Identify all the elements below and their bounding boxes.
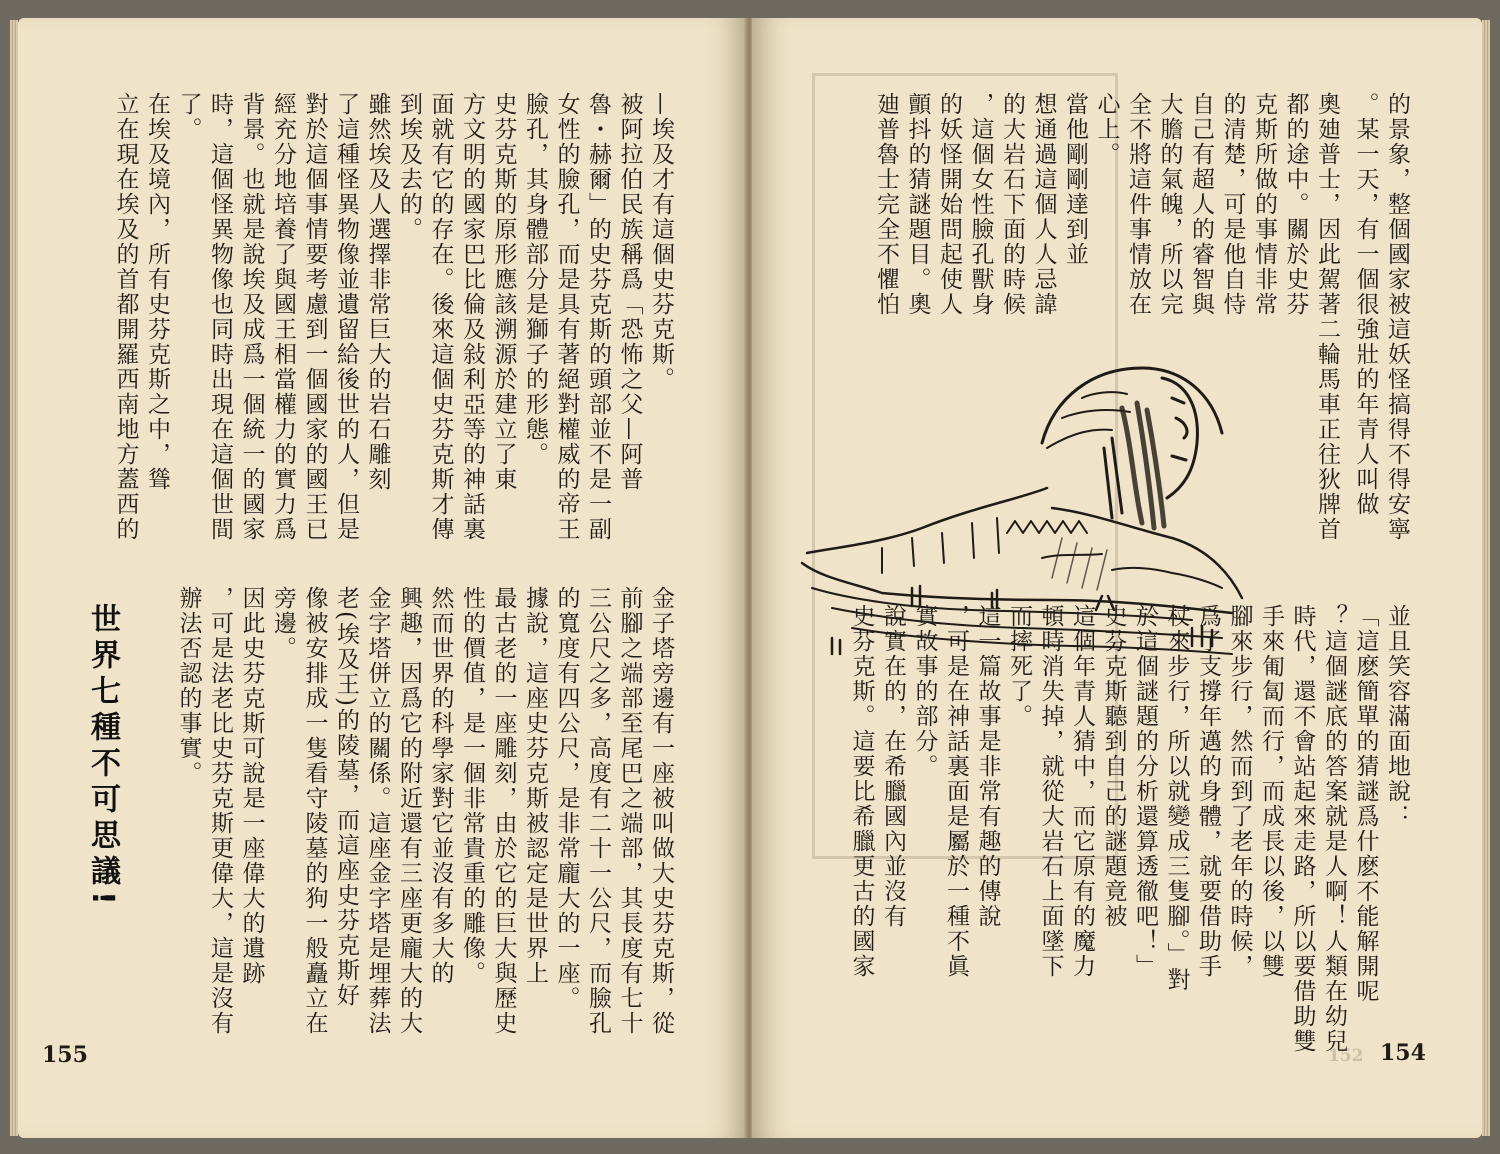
text-column: —埃及才有這個史芬克斯。: [648, 92, 674, 392]
text-column: 克斯所做的事情非常: [1251, 92, 1277, 317]
text-column: 的景象，整個國家被這妖怪搞得不得安寧: [1384, 92, 1410, 542]
page-number-left: 155: [42, 1042, 88, 1068]
text-column: ，這個女性臉孔獸身: [967, 92, 994, 317]
text-column: 旁邊。: [270, 586, 296, 661]
section-heading: 世界七種不可思議!: [85, 603, 120, 911]
text-column: 當他剛剛達到並: [1062, 92, 1088, 267]
text-column: 心上。: [1093, 92, 1120, 167]
text-column: 對於這個事情要考慮到一個國家的國王已: [301, 92, 328, 542]
text-column: 的寬度有四公尺，是非常龐大的一座。: [553, 586, 580, 1011]
page-edge-right: [1482, 20, 1490, 1136]
text-column: 的大岩石下面的時候: [999, 92, 1025, 317]
text-column: 腳來步行，然而到了老年的時候，: [1226, 604, 1253, 979]
text-column: 。某一天，有一個很強壯的年青人叫做: [1352, 92, 1379, 517]
text-column: 的妖怪開始問起使人: [936, 92, 962, 317]
text-column: ，可是在神話裏面是屬於一種不眞: [943, 604, 969, 979]
text-column: 被阿拉伯民族稱爲「恐怖之父—阿普: [616, 92, 643, 492]
text-column: 而摔死了。: [1006, 604, 1032, 729]
text-column: 在埃及境內，所有史芬克斯之中，聳: [144, 92, 170, 492]
text-column: 全不將這件事情放在: [1125, 92, 1151, 317]
left-page: [18, 18, 746, 1138]
text-column: 「這麽簡單的猜謎爲什麽不能解開呢: [1352, 604, 1379, 1004]
right-page-top-text: [1342, 92, 1412, 572]
text-column: ？這個謎底的答案就是人啊！人類在幼兒: [1321, 604, 1347, 1054]
text-column: 金字塔併立的關係。這座金字塔是埋葬法: [364, 586, 391, 1036]
text-column: 史芬克斯。這要比希臘更古的國家: [848, 604, 875, 979]
text-column: ，可是法老比史芬克斯更偉大，這是沒有: [207, 586, 233, 1036]
text-column: 的清楚，可是他自恃: [1219, 92, 1246, 317]
text-column: 最古老的一座雕刻，由於它的巨大與歷史: [490, 586, 517, 1036]
text-column: 女性的臉孔，而是具有著絕對權威的帝王: [553, 92, 580, 542]
text-column: 說實在的，在希臘國內並沒有: [880, 604, 906, 929]
text-column: 背景。也就是說埃及成爲一個統一的國家: [238, 92, 265, 542]
page-number-right: 154: [1380, 1040, 1426, 1066]
text-column: 實故事的部分。: [911, 604, 938, 779]
text-column: 經充分地培養了與國王相當權力的實力爲: [270, 92, 296, 542]
text-column: 方文明的國家巴比倫及敍利亞等的神話裏: [459, 92, 485, 542]
text-column: 爲了支撐年邁的身體，就要借助手: [1195, 604, 1221, 979]
right-page-lower-text: [782, 604, 1412, 1064]
text-column: 性的價值，是一個非常貴重的雕像。: [459, 586, 485, 986]
text-column: 到埃及去的。: [396, 92, 422, 242]
left-page-upper-text: [66, 92, 676, 572]
left-page-lower-text: [156, 586, 676, 1066]
text-column: 於這個謎題的分析還算透徹吧！」: [1132, 604, 1158, 979]
text-column: 自己有超人的睿智與: [1188, 92, 1214, 317]
text-column: 前腳之端部至尾巴之端部，其長度有七十: [616, 586, 643, 1036]
text-column: 立在現在埃及的首都開羅西南地方蓋西的: [112, 92, 139, 542]
text-column: 了這種怪異物像並遺留給後世的人，但是: [333, 92, 359, 542]
text-column: 都的途中。關於史芬: [1282, 92, 1309, 317]
text-column: 金子塔旁邊有一座被叫做大史芬克斯，從: [648, 586, 674, 1036]
text-column: 這一篇故事是非常有趣的傳說: [974, 604, 1001, 929]
text-column: 據說，這座史芬克斯被認定是世界上: [522, 586, 548, 986]
text-column: 杖來步行，所以就變成三隻腳。」對: [1163, 604, 1190, 993]
text-column: 時，這個怪異物像也同時出現在這個世間: [207, 92, 233, 542]
text-column: 這個年青人猜中，而它原有的魔力: [1069, 604, 1095, 979]
text-column: 顫抖的猜謎題目。奧: [904, 92, 931, 317]
text-column: 大膽的氣魄，所以完: [1156, 92, 1183, 317]
text-column: 想通過這個人人忌諱: [1030, 92, 1057, 317]
page-edge-left: [10, 20, 18, 1136]
text-column: 臉孔，其身體部分是獅子的形態。: [522, 92, 548, 467]
right-page: [752, 18, 1482, 1138]
text-column: 手來匍匐而行，而成長以後，以雙: [1258, 604, 1284, 979]
text-column: 奧廸普士，因此駕著二輪馬車正往狄牌首: [1314, 92, 1340, 542]
text-column: 廸普魯士完全不懼怕: [873, 92, 899, 317]
text-column: 因此史芬克斯可說是一座偉大的遺跡: [238, 586, 265, 986]
text-column: 史芬克斯的原形應該溯源於建立了東: [490, 92, 517, 492]
bleed-through-page-number: 152: [1328, 1046, 1364, 1066]
text-column: 魯・赫爾」的史芬克斯的頭部並不是一副: [585, 92, 611, 542]
text-column: 頓時消失掉，就從大岩石上面墜下: [1037, 604, 1064, 979]
text-column: 辦法否認的事實。: [175, 586, 202, 786]
text-column: 像被安排成一隻看守陵墓的狗一般矗立在: [301, 586, 328, 1036]
text-column: 時代，還不會站起來走路，所以要借助雙: [1289, 604, 1316, 1054]
text-column: 然而世界的科學家對它並沒有多大的: [427, 586, 454, 986]
text-column: 面就有它的存在。後來這個史芬克斯才傳: [427, 92, 454, 542]
text-column: 並且笑容滿面地說：: [1384, 604, 1410, 829]
text-column: 老(埃及王)的陵墓，而這座史芬克斯好: [333, 586, 359, 1008]
text-column: 三公尺之多，高度有二十一公尺，而臉孔: [585, 586, 611, 1036]
text-column: 興趣，因爲它的附近還有三座更龐大的大: [396, 586, 422, 1036]
text-column: 雖然埃及人選擇非常巨大的岩石雕刻: [364, 92, 391, 492]
text-column: 了。: [175, 92, 202, 142]
text-column: 史芬克斯聽到自己的謎題竟被: [1100, 604, 1127, 929]
